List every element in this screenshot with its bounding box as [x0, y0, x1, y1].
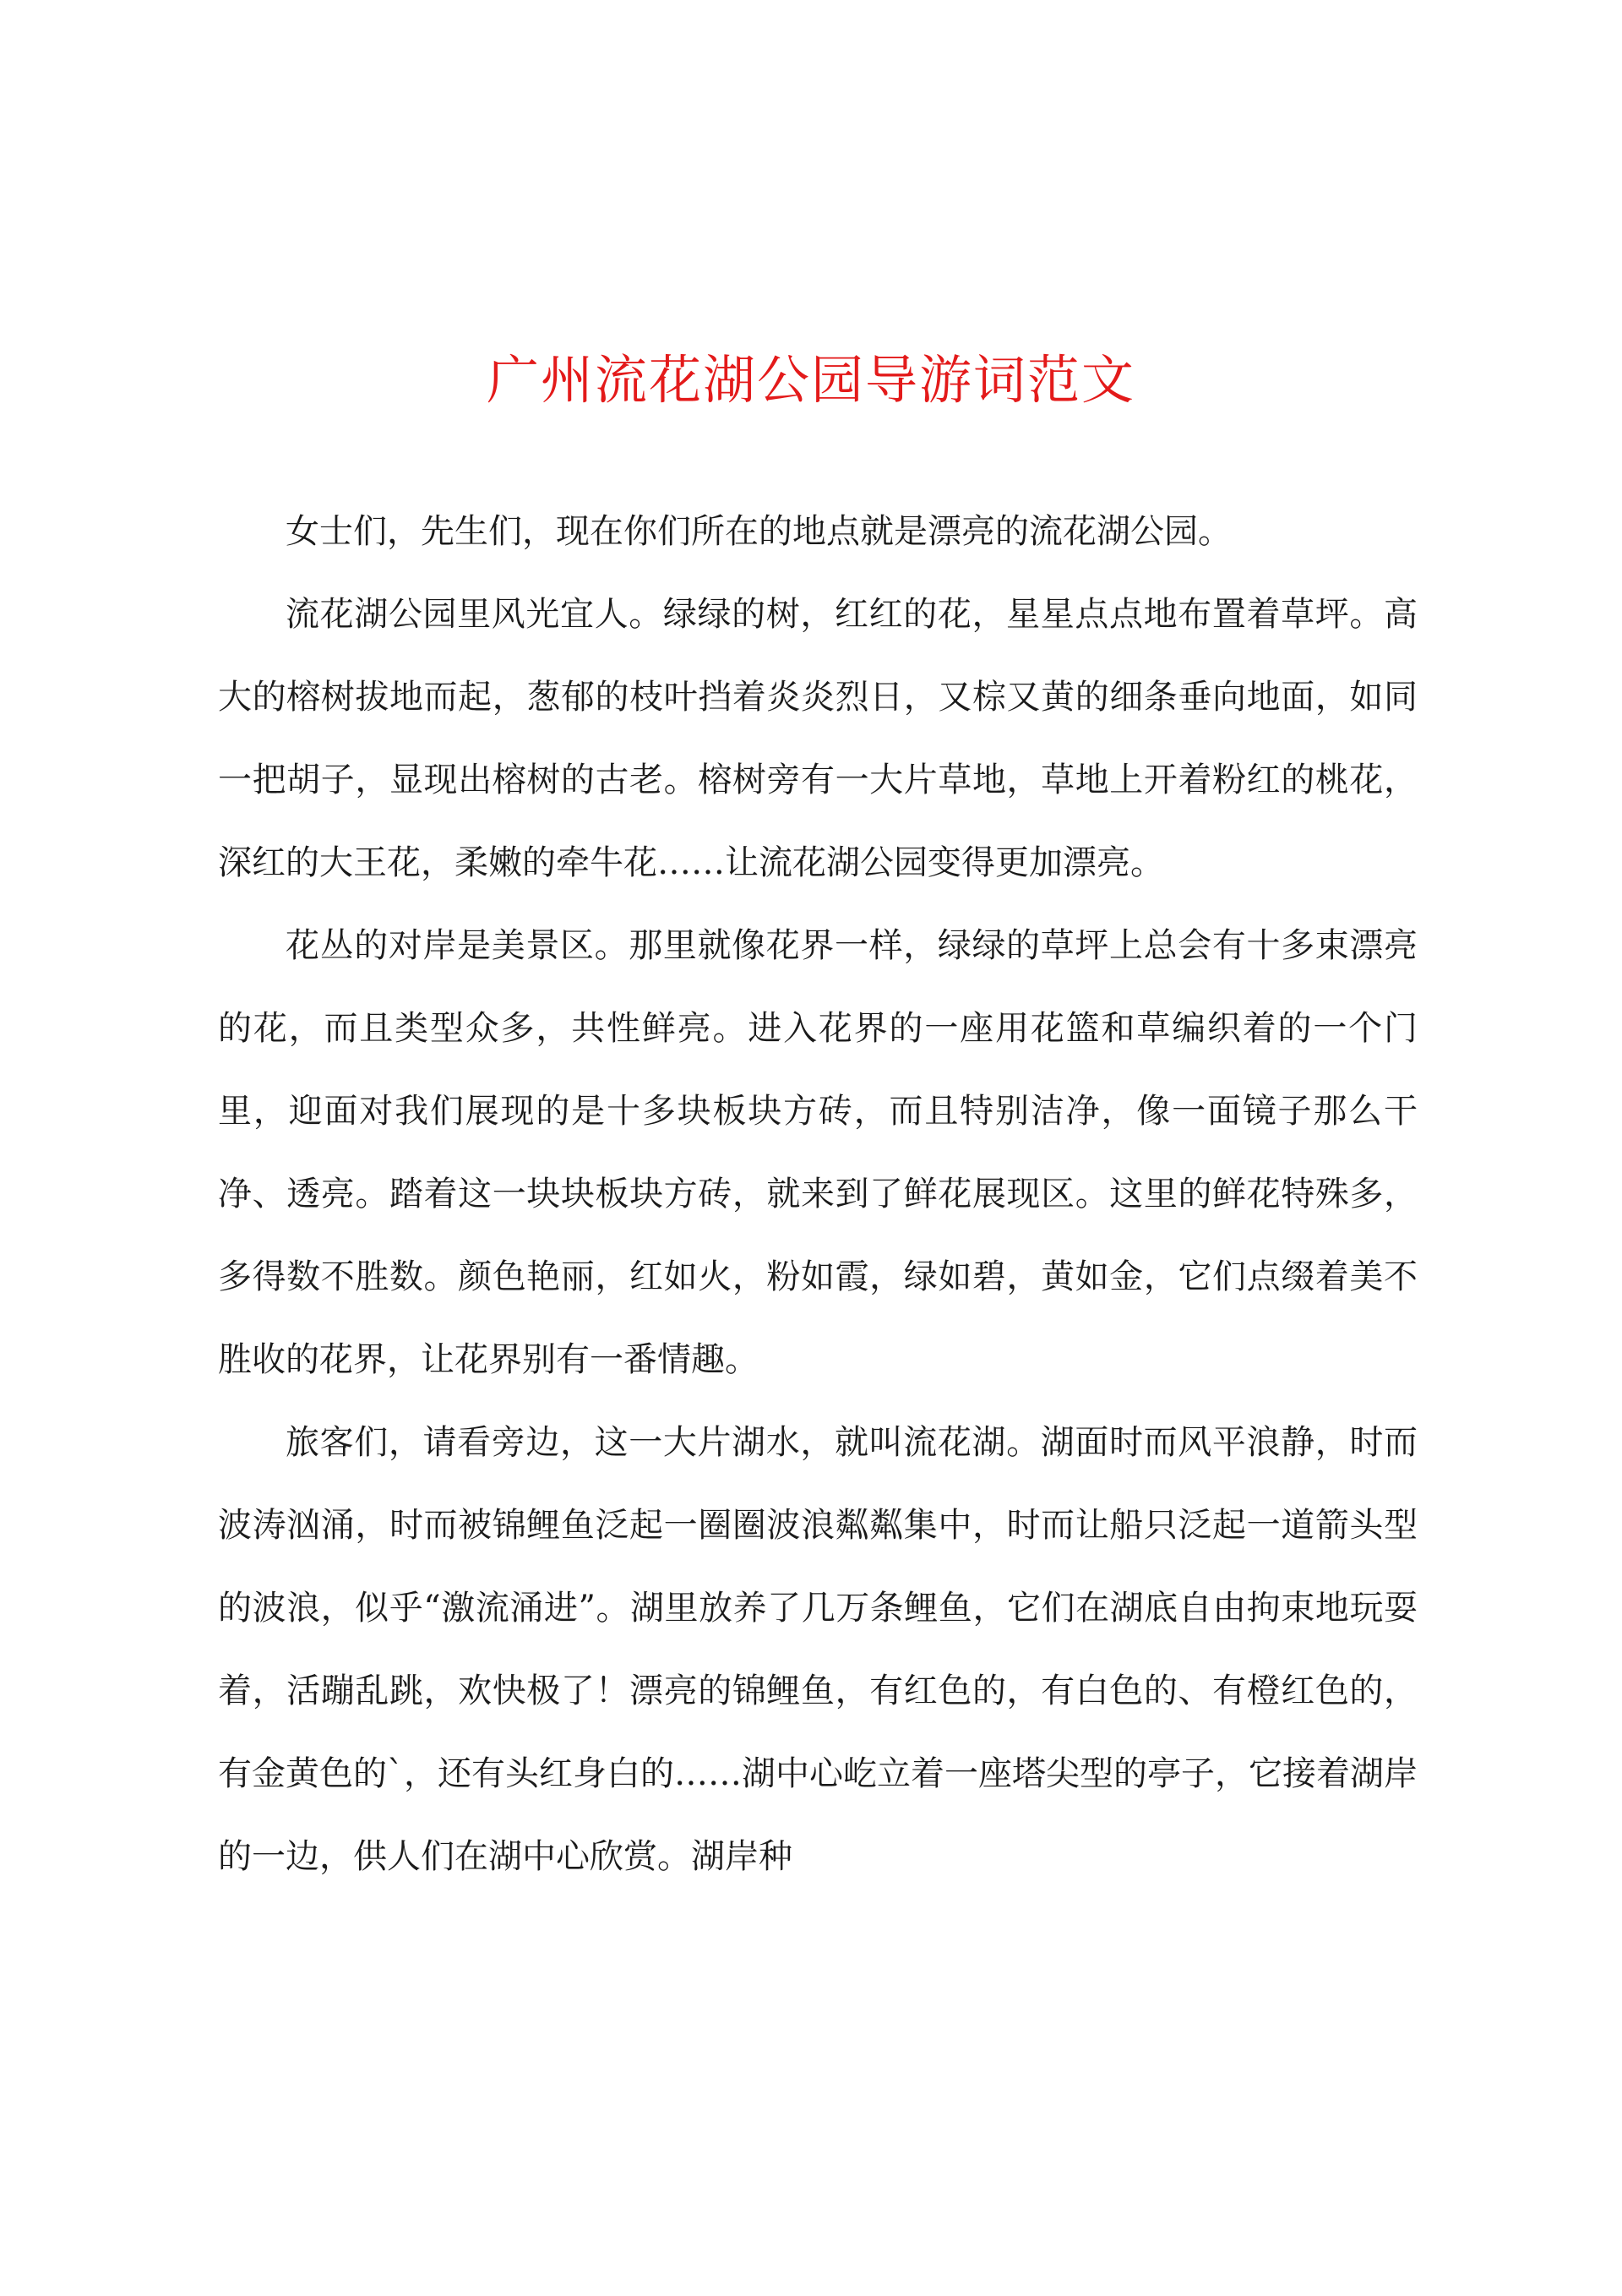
document-body — [218, 490, 1418, 1898]
paragraph-flower-area: 花丛的对岸是美景区。那里就像花界一样，绿绿的草坪上总会有十多束漂亮的花，而且类型众多，共性鲜亮。进入花界的一座用花篮和草编织着的一个门里，迎面对我们展现的是十多块板块方砖，而且特别洁净，像一面镜子那么干净、透亮。踏着这一块块板块方砖，就来到了鲜花展现区。这里的鲜花特殊多，多得数不胜数。颜色艳丽，红如火，粉如霞，绿如碧，黄如金，它们点缀着美不胜收的花界，让花界别有一番情趣。 — [218, 926, 1418, 1379]
paragraph-intro: 女士们，先生们，现在你们所在的地点就是漂亮的流花湖公园。 — [286, 512, 1232, 551]
paragraph-lake: 旅客们，请看旁边，这一大片湖水，就叫流花湖。湖面时而风平浪静，时而波涛汹涌，时而被锦鲤鱼泛起一圈圈波浪粼粼集中，时而让船只泛起一道箭头型的波浪，似乎“激流涌进”。湖里放养了几万条鲤鱼，它们在湖底自由拘束地玩耍着，活蹦乱跳，欢快极了！漂亮的锦鲤鱼，有红色的，有白色的、有橙红色的，有金黄色的`，还有头红身白的……湖中心屹立着一座塔尖型的亭子，它接着湖岸的一边，供人们在湖中心欣赏。湖岸种 — [218, 1423, 1418, 1876]
document-title: 广州流花湖公园导游词范文 — [486, 349, 1135, 411]
paragraph-lawn: 流花湖公园里风光宜人。绿绿的树，红红的花，星星点点地布置着草坪。高大的榕树拔地而起，葱郁的枝叶挡着炎炎烈日，又棕又黄的细条垂向地面，如同一把胡子，显现出榕树的古老。榕树旁有一大片草地，草地上开着粉红的桃花，深红的大王花，柔嫩的牵牛花……让流花湖公园变得更加漂亮。 — [218, 595, 1418, 882]
